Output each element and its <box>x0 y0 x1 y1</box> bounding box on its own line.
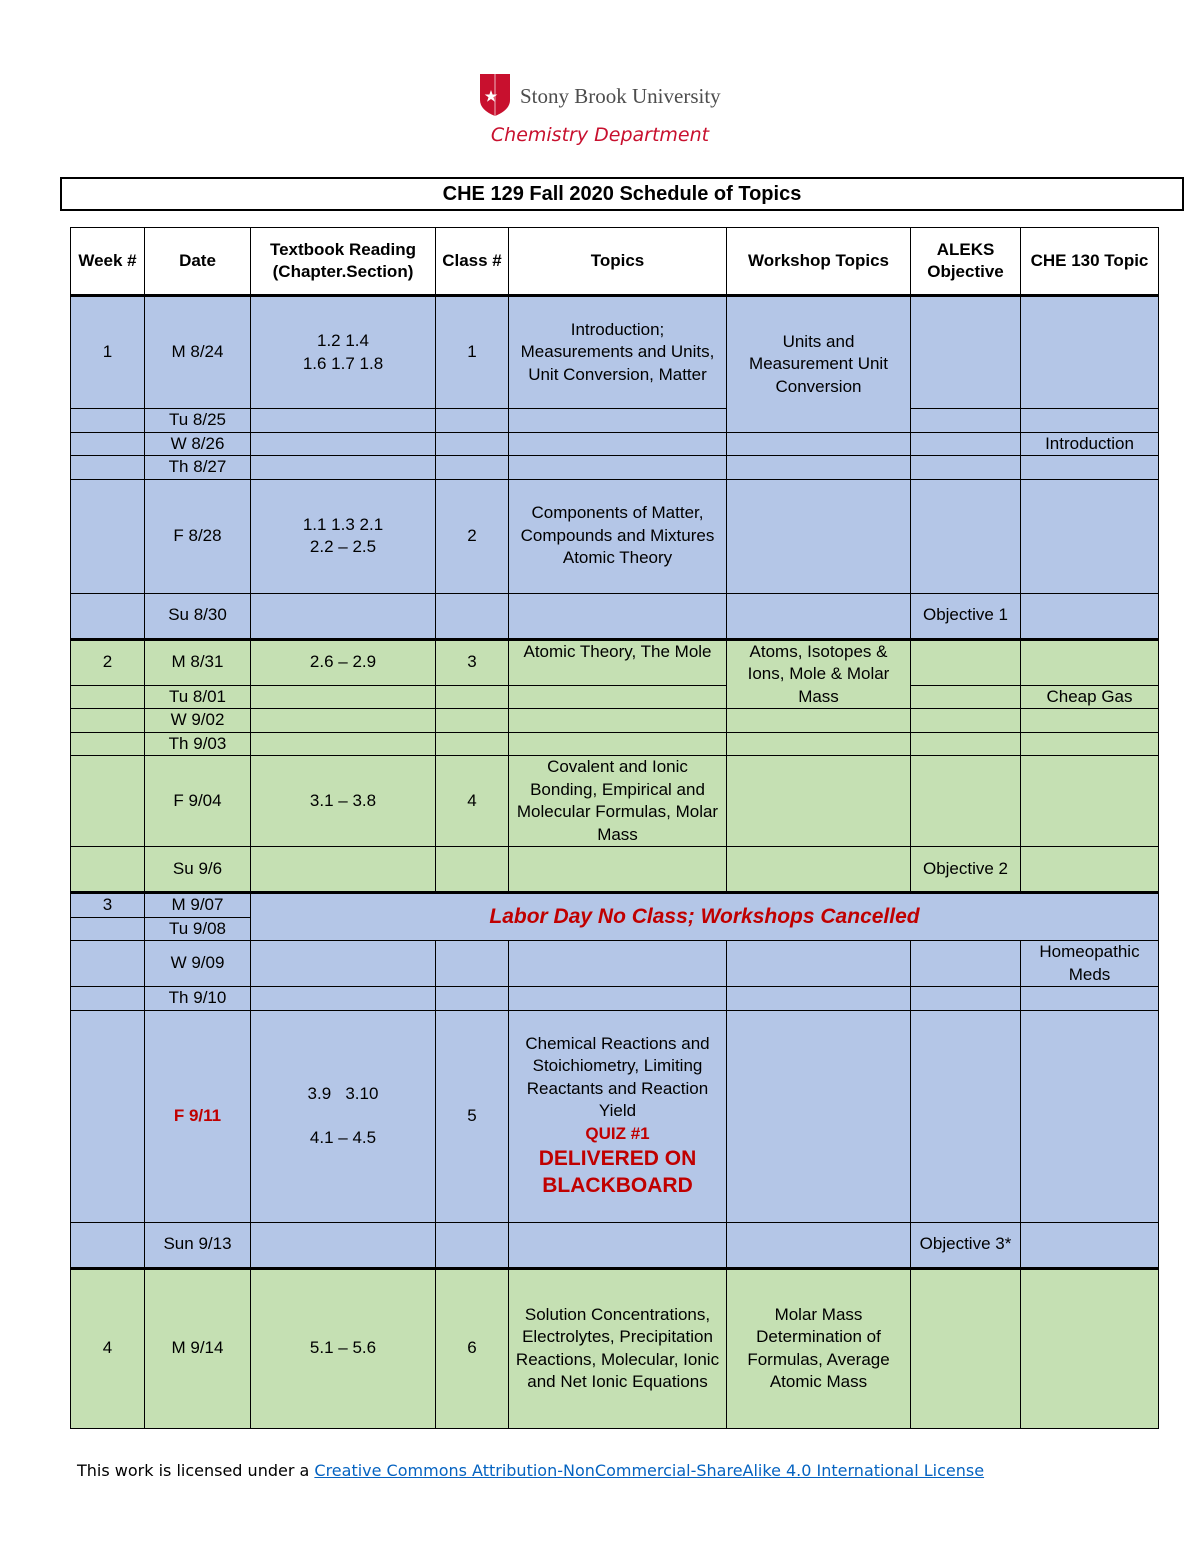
reading-line: 2.2 – 2.5 <box>309 537 377 556</box>
department-name: Chemistry Department <box>490 124 710 146</box>
quiz-label: QUIZ #1 <box>585 1123 650 1143</box>
table-row <box>71 756 1159 847</box>
class-cell: 1 <box>436 296 509 409</box>
topics-cell: Atomic Theory, The Mole <box>509 639 727 685</box>
column-header-workshop: Workshop Topics <box>727 228 911 296</box>
workshop-cell: Units and Measurement Unit Conversion <box>727 296 911 433</box>
date-cell: W 8/26 <box>145 432 251 456</box>
table-row <box>71 432 1159 456</box>
date-cell: Th 9/10 <box>145 987 251 1011</box>
reading-cell: 2.6 – 2.9 <box>251 639 436 685</box>
date-cell: M 9/14 <box>145 1268 251 1428</box>
date-cell: Sun 9/13 <box>145 1222 251 1268</box>
table-row <box>71 456 1159 480</box>
date-cell: W 9/09 <box>145 941 251 987</box>
workshop-cell: Atoms, Isotopes & Ions, Mole & Molar Mass <box>727 639 911 709</box>
reading-line: 1.6 1.7 1.8 <box>302 353 384 373</box>
che130-cell: Introduction <box>1021 432 1159 456</box>
che130-cell: Homeopathic Meds <box>1021 941 1159 987</box>
date-cell: M 9/07 <box>145 893 251 918</box>
date-cell: Tu 9/08 <box>145 917 251 941</box>
table-row <box>71 593 1159 639</box>
che130-cell <box>1021 296 1159 409</box>
aleks-cell: Objective 2 <box>911 847 1021 893</box>
class-cell: 4 <box>436 756 509 847</box>
date-cell: Tu 8/25 <box>145 409 251 433</box>
date-cell: F 9/11 <box>145 1010 251 1222</box>
class-cell: 2 <box>436 479 509 593</box>
aleks-cell <box>911 296 1021 409</box>
week-cell: 3 <box>71 893 145 918</box>
topics-text: Chemical Reactions and Stoichiometry, Limiting Reactants and Reaction Yield <box>525 1033 710 1121</box>
reading-line: 1.1 1.3 2.1 <box>302 514 384 534</box>
topics-cell: Covalent and Ionic Bonding, Empirical and Molecular Formulas, Molar Mass <box>509 756 727 847</box>
shield-icon <box>480 74 510 116</box>
reading-line: 4.1 – 4.5 <box>309 1128 377 1147</box>
table-row <box>71 639 1159 685</box>
column-header-class: Class # <box>436 228 509 296</box>
date-cell: F 8/28 <box>145 479 251 593</box>
table-row <box>71 847 1159 893</box>
university-logo <box>480 74 750 120</box>
date-cell: Su 8/30 <box>145 593 251 639</box>
quiz-delivery-note: DELIVERED ON BLACKBOARD <box>538 1147 697 1198</box>
date-cell: Tu 8/01 <box>145 685 251 709</box>
table-row <box>71 987 1159 1011</box>
date-cell: Th 9/03 <box>145 732 251 756</box>
column-header-reading: Textbook Reading (Chapter.Section) <box>251 228 436 296</box>
table-row <box>71 296 1159 409</box>
date-cell: F 9/04 <box>145 756 251 847</box>
table-header-row <box>71 228 1159 296</box>
table-row <box>71 479 1159 593</box>
schedule-table <box>70 227 1159 1429</box>
table-row <box>71 893 1159 918</box>
reading-cell <box>251 1010 436 1222</box>
table-row <box>71 1268 1159 1428</box>
reading-line: 1.2 1.4 <box>317 331 369 350</box>
date-cell: M 8/31 <box>145 639 251 685</box>
date-cell: W 9/02 <box>145 709 251 733</box>
aleks-cell: Objective 3* <box>911 1222 1021 1268</box>
table-row <box>71 1010 1159 1222</box>
week-cell: 4 <box>71 1268 145 1428</box>
column-header-date: Date <box>145 228 251 296</box>
reading-cell: 5.1 – 5.6 <box>251 1268 436 1428</box>
aleks-cell: Objective 1 <box>911 593 1021 639</box>
license-footer <box>77 1461 984 1480</box>
reading-cell <box>251 479 436 593</box>
date-cell: M 8/24 <box>145 296 251 409</box>
date-cell: Su 9/6 <box>145 847 251 893</box>
university-name: Stony Brook University <box>520 84 721 108</box>
reading-line: 3.9 3.10 <box>307 1083 379 1103</box>
table-row <box>71 709 1159 733</box>
topics-cell: Solution Concentrations, Electrolytes, Precipitation Reactions, Molecular, Ionic and Net Ionic Equations <box>509 1268 727 1428</box>
che130-cell: Cheap Gas <box>1021 685 1159 709</box>
column-header-topics: Topics <box>509 228 727 296</box>
class-cell: 6 <box>436 1268 509 1428</box>
topics-cell <box>509 1010 727 1222</box>
table-row <box>71 409 1159 433</box>
workshop-cell: Molar Mass Determination of Formulas, Average Atomic Mass <box>727 1268 911 1428</box>
class-cell: 5 <box>436 1010 509 1222</box>
table-row <box>71 1222 1159 1268</box>
table-row <box>71 941 1159 987</box>
column-header-aleks: ALEKS Objective <box>911 228 1021 296</box>
column-header-che130: CHE 130 Topic <box>1021 228 1159 296</box>
page-title: CHE 129 Fall 2020 Schedule of Topics <box>60 177 1184 211</box>
week-cell: 2 <box>71 639 145 685</box>
topics-cell: Introduction; Measurements and Units, Unit Conversion, Matter <box>509 296 727 409</box>
class-cell: 3 <box>436 639 509 685</box>
holiday-notice: Labor Day No Class; Workshops Cancelled <box>251 893 1159 941</box>
license-link[interactable]: Creative Commons Attribution-NonCommercial-ShareAlike 4.0 International License <box>314 1461 985 1480</box>
reading-cell <box>251 296 436 409</box>
table-row <box>71 685 1159 709</box>
license-text: This work is licensed under a <box>77 1461 315 1480</box>
week-cell: 1 <box>71 296 145 409</box>
date-cell: Th 8/27 <box>145 456 251 480</box>
table-row <box>71 732 1159 756</box>
reading-cell: 3.1 – 3.8 <box>251 756 436 847</box>
column-header-week: Week # <box>71 228 145 296</box>
topics-cell: Components of Matter, Compounds and Mixtures Atomic Theory <box>509 479 727 593</box>
document-header <box>0 72 1200 152</box>
